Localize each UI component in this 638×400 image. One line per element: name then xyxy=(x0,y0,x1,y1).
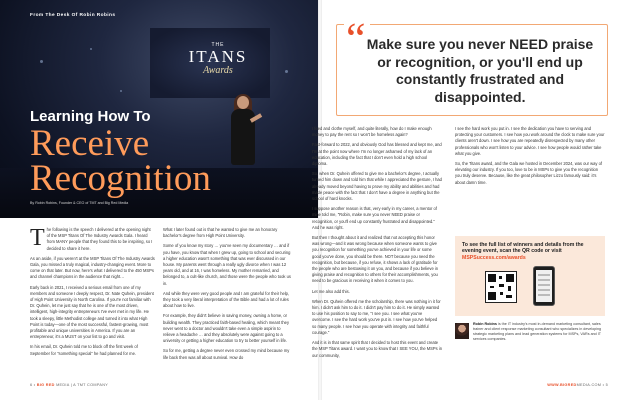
paragraph: So, the Titans award, and the Gala we hosted in December 2024, was our way of elevating our industry. If you too, love to be in MSPs to give you the recognition you truly deserve. Because, like the great philosopher Lizzo famously said: it's about damn time. xyxy=(455,161,603,185)
paragraph: In his email, Dr. Quhein told me to block off the first week of September for "something special" he had planned for me. xyxy=(30,344,138,356)
titans-awards-logo xyxy=(168,42,268,76)
title-line-2: Receive xyxy=(30,123,150,164)
byline: By Robin Robins, Founder & CEO of TMT and Big Red Media xyxy=(30,201,129,205)
left-page xyxy=(0,0,318,400)
page-number: 5 xyxy=(605,383,608,387)
title-line-1: Learning How To xyxy=(30,108,151,125)
paragraph: The following is the speech I delivered at the opening night of the MSP Titans Of The Industry Awards Gala. I heard from MANY people that they found this to be inspiring, so I decided to share it here. xyxy=(30,225,153,251)
paragraph: Fast-forward to 2022, and obviously God has blessed and kept me, and I'm at the point now where I'm no longer ashamed of my lack of an education, including the fact that I don't even hold a high school diploma. xyxy=(312,142,442,167)
stage-light xyxy=(120,90,122,92)
paragraph: For example, they didn't believe in saving money, owning a home, or building wealth. They practiced faith-based healing, which meant they never went to a doctor and wouldn't take even a simple aspirin to relieve a headache … and they absolutely were against going to a university or getting a higher education to try to better yourself in life. xyxy=(163,313,289,344)
article-column-2 xyxy=(163,227,291,365)
page-number: 6 xyxy=(30,383,33,387)
paragraph: I feed and clothe myself, and quite literally, how do I make enough money to pay the rent so I won't be homeless again? xyxy=(312,126,432,138)
pull-quote: Make sure you never NEED praise or recognition, or you'll end up constantly frustrated and disappointed. xyxy=(366,36,594,105)
paragraph: I suppose another reason is that, very early in my career, a mentor of mine told me, "Robin, make sure you never NEED praise or recognition, or you'll end up constantly frustrated and disappointed." And he was right. xyxy=(312,206,437,230)
bio-text: Robin Robins is the IT industry's most in-demand marketing consultant, sales trainer and client response marketing consultant who specializes in developing strategic marketing plans and lead generation systems for MSPs, VARs and IT services companies. xyxy=(473,322,602,341)
article-column-4 xyxy=(455,126,605,190)
paragraph: But then I thought about it and realized that not accepting this honor was wrong—and it was wrong because when someone wants to give you recognition for something you've achieved in your life or some good you've done, you should be there. NOT because you need the recognition, but because, if you refuse, it shows a lack of gratitude for the people who are bestowing it on you, and because if you believe in giving praise and recognition to others for their accomplishments, you need to be gracious in receiving it when it comes to you. xyxy=(312,235,439,284)
awards-cta-box xyxy=(455,236,605,316)
paragraph: I see the hard work you put in. I see the dedication you have to serving and protecting your customers. I see how you work around the clock to make sure your clients aren't down. I see how you are repeatedly disrespected by many other professionals who won't listen to your advice. I see how people would rather take what you give. xyxy=(455,126,605,156)
stage-light xyxy=(40,60,43,63)
paragraph: Let me also add this. xyxy=(312,288,350,294)
title-line-3: Recognition xyxy=(30,158,211,199)
speaker-figure xyxy=(226,96,260,170)
paragraph: And while they were very good people and I am grateful for their help, they took a very literal interpretation of the Bible and had a lot of rules about how to live. xyxy=(163,290,290,309)
section-kicker: From The Desk Of Robin Robins xyxy=(30,13,116,18)
logo-the: THE xyxy=(211,42,225,48)
qr-code-icon[interactable] xyxy=(485,271,517,303)
quote-mark-icon: “ xyxy=(344,20,370,42)
paragraph: What I later found out is that he wanted to give me an honorary bachelor's degree from High Point University. xyxy=(163,227,278,239)
paragraph: When Dr. Quhein offered me the scholarship, there was nothing in it for him. I didn't ask him to do it. I didn't pay him to do it. He simply wanted to use his position to say to me, "I see you. I see what you've overcome. I see the hard work you've put in. I see how you've helped so many people. I see how you operate with integrity and faithful courage." xyxy=(312,298,441,335)
paragraph: Some of you know my story … you've seen my documentary … and if you have, you know that when I grew up, going to school and securing a higher education wasn't something that was ever discussed in our house. My parents went through a really ugly divorce when I was 12 years old, and at 16, I was homeless. My mother remarried, and belonged to, a cult-like church, and those were the people who took us in. xyxy=(163,243,291,286)
stage-light xyxy=(285,70,288,73)
paragraph: And it is in that same spirit that I decided to host this event and create the MSP Titans award. I want you to know that I SEE YOU, the MSPs in our community, xyxy=(312,340,442,358)
stage-light xyxy=(90,48,92,50)
paragraph: As an aside, if you weren't at the MSP Titans Of The Industry Awards Gala, you missed a truly magical, industry-changing event. More to come on that later. But now, here's what I delivered to the 450 MSPs and channel champions in the audience that night… xyxy=(30,255,155,280)
right-footer: WWW.BIGREDMEDIA.COM • 5 xyxy=(547,383,608,387)
logo-awards: Awards xyxy=(203,65,233,76)
left-footer: 6 • BIG RED MEDIA | A TMT COMPANY xyxy=(30,383,109,387)
drop-cap: T xyxy=(30,225,45,251)
author-avatar xyxy=(455,323,469,339)
author-bio xyxy=(455,319,605,363)
article-column-1 xyxy=(30,227,155,361)
paragraph: So for me, getting a degree never even crossed my mind because my life back then was all about survival. How do xyxy=(163,348,290,360)
footer-url-brand[interactable]: WWW.BIGRED xyxy=(547,383,577,387)
logo-word: ITANS xyxy=(188,47,248,66)
awards-link[interactable]: MSPSuccess.com/awards xyxy=(462,254,526,261)
phone-icon xyxy=(533,266,555,306)
paragraph: Early back in 2021, I received a serious email from one of my members and someone I deeply respect, Dr. Nate Quhein, president of High Point University in North Carolina. If you're not familiar with Dr. Quhein, let me just say that he is one of the most driven, intelligent, high-integrity entrepreneurs I've ever met in my life. He took a sleepy, little Methodist college and turned it into what High Point is today—one of the most successful, fastest-growing, most profitable and unique universities in America. If you are an entrepreneur, it's a MUST on your list to go and visit. xyxy=(30,284,154,340)
paragraph: So, when Dr. Quhein offered to give me a bachelor's degree, I actually turned him down and told him that while I appreciated the gesture, I had already moved beyond having to prove my ability and abilities and had made peace with the fact that I don't have a degree in anything but the school of hard knocks. xyxy=(312,171,442,202)
footer-brand: BIG RED xyxy=(36,383,55,387)
cta-text: To see the full list of winners and details from the evening event, scan the QR code or visit MSPSuccess.com/awards xyxy=(462,242,584,261)
article-column-3 xyxy=(312,126,442,363)
author-name: Robin Robins xyxy=(473,322,497,326)
